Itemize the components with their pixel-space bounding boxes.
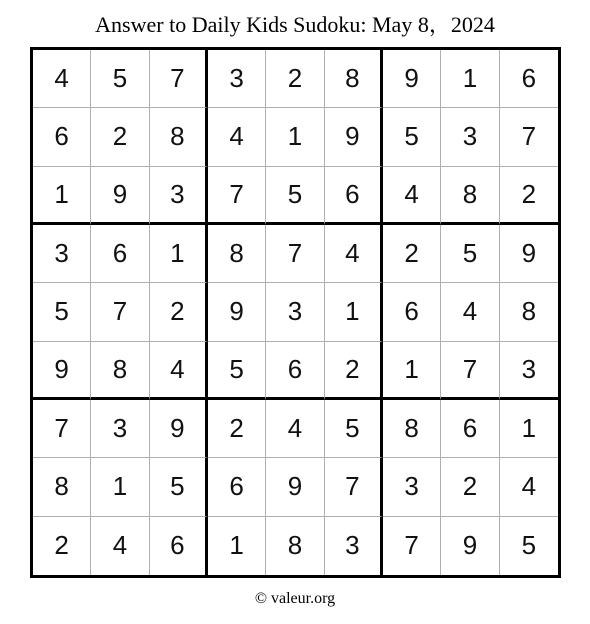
- sudoku-cell: 9: [208, 283, 266, 341]
- sudoku-cell: 1: [383, 342, 441, 400]
- sudoku-cell: 7: [150, 50, 208, 108]
- sudoku-cell: 6: [383, 283, 441, 341]
- sudoku-cell: 2: [266, 50, 324, 108]
- sudoku-cell: 8: [33, 458, 91, 516]
- sudoku-cell: 9: [383, 50, 441, 108]
- sudoku-cell: 3: [266, 283, 324, 341]
- sudoku-cell: 6: [150, 517, 208, 575]
- sudoku-cell: 8: [208, 225, 266, 283]
- sudoku-cell: 1: [150, 225, 208, 283]
- sudoku-cell: 3: [441, 108, 499, 166]
- sudoku-cell: 1: [325, 283, 383, 341]
- sudoku-cell: 1: [266, 108, 324, 166]
- sudoku-cell: 5: [521, 530, 537, 561]
- sudoku-cell: 5: [383, 108, 441, 166]
- sudoku-cell: 2: [208, 400, 266, 458]
- sudoku-cell: 5: [266, 167, 324, 225]
- sudoku-cell: 8: [266, 517, 324, 575]
- sudoku-cell: 2: [150, 283, 208, 341]
- sudoku-cell: 4: [383, 167, 441, 225]
- sudoku-cell: 9: [33, 342, 91, 400]
- sudoku-cell: 2: [325, 342, 383, 400]
- sudoku-cell: 4: [325, 225, 383, 283]
- sudoku-cell: 7: [91, 283, 149, 341]
- copyright-footer: © valeur.org: [254, 590, 336, 607]
- sudoku-cell: 5: [325, 400, 383, 458]
- sudoku-cell: 2: [33, 517, 91, 575]
- sudoku-cell: 9: [441, 517, 499, 575]
- sudoku-cell: 4: [150, 342, 208, 400]
- sudoku-cell: 7: [383, 517, 441, 575]
- sudoku-cell: 6: [91, 225, 149, 283]
- sudoku-cell: 3: [33, 225, 91, 283]
- sudoku-cell: 8: [91, 342, 149, 400]
- sudoku-cell: 9: [266, 458, 324, 516]
- sudoku-cell: 7: [325, 458, 383, 516]
- sudoku-cell: 7: [33, 400, 91, 458]
- sudoku-cell: 4: [266, 400, 324, 458]
- sudoku-cell: 9: [325, 108, 383, 166]
- sudoku-cell: 3: [383, 458, 441, 516]
- sudoku-cell: 1: [33, 167, 91, 225]
- sudoku-grid: [30, 47, 561, 578]
- sudoku-cell: 3: [150, 167, 208, 225]
- sudoku-cell: 3: [91, 400, 149, 458]
- sudoku-cell: 6: [441, 400, 499, 458]
- sudoku-cell: 6: [325, 167, 383, 225]
- sudoku-cell: 4: [500, 458, 558, 516]
- sudoku-cell: 5: [150, 458, 208, 516]
- sudoku-cell: 7: [208, 167, 266, 225]
- sudoku-cell: 6: [33, 108, 91, 166]
- sudoku-cell: 9: [500, 225, 558, 283]
- sudoku-cell: 4: [33, 50, 91, 108]
- sudoku-cell: 7: [500, 108, 558, 166]
- sudoku-cell: 1: [500, 400, 558, 458]
- sudoku-cell: 1: [208, 517, 266, 575]
- sudoku-cell: 1: [441, 50, 499, 108]
- sudoku-cell: 8: [325, 50, 383, 108]
- sudoku-cell: 6: [500, 50, 558, 108]
- sudoku-cell: 5: [91, 50, 149, 108]
- sudoku-cell: 7: [266, 225, 324, 283]
- sudoku-cell: 9: [91, 167, 149, 225]
- sudoku-cell: 8: [441, 167, 499, 225]
- sudoku-cell: 8: [150, 108, 208, 166]
- page-title: Answer to Daily Kids Sudoku: May 8，2024: [95, 12, 495, 37]
- sudoku-cell: 1: [91, 458, 149, 516]
- sudoku-cell: 9: [150, 400, 208, 458]
- sudoku-cell: 3: [325, 517, 383, 575]
- sudoku-cell: 4: [208, 108, 266, 166]
- sudoku-cell: 3: [208, 50, 266, 108]
- sudoku-cell: 2: [91, 108, 149, 166]
- sudoku-cell: 4: [441, 283, 499, 341]
- sudoku-cell: 2: [500, 167, 558, 225]
- sudoku-cell: 7: [441, 342, 499, 400]
- sudoku-cell: 3: [500, 342, 558, 400]
- sudoku-cell: 5: [208, 342, 266, 400]
- sudoku-cell: 8: [500, 283, 558, 341]
- sudoku-cell: 5: [33, 283, 91, 341]
- sudoku-cell: 6: [208, 458, 266, 516]
- sudoku-cell: 4: [91, 517, 149, 575]
- sudoku-cell: 8: [383, 400, 441, 458]
- sudoku-cell: 2: [441, 458, 499, 516]
- sudoku-cell: 5: [441, 225, 499, 283]
- sudoku-cell: 6: [266, 342, 324, 400]
- sudoku-cell: 2: [383, 225, 441, 283]
